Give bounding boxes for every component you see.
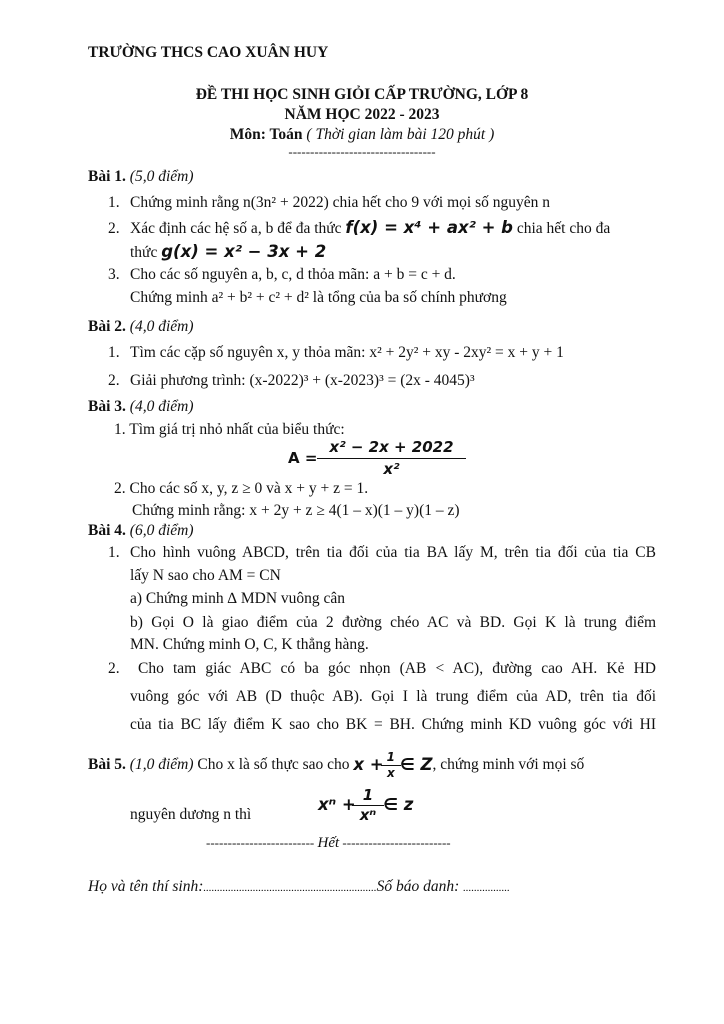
school-year: NĂM HỌC 2022 - 2023 xyxy=(284,106,440,123)
expression-inverse-denominator: x xyxy=(381,765,401,780)
bai1-q2-text-end: chia hết cho đa xyxy=(516,220,611,237)
bai2-q1-number: 1. xyxy=(108,344,120,361)
bai3-heading xyxy=(88,398,193,417)
bai3-points: (4,0 điểm) xyxy=(129,398,194,415)
bai4-q1-line1: Cho hình vuông ABCD, trên tia đối của tia BA lấy M, trên tia đối của tia CB xyxy=(130,544,656,561)
bai2-q2 xyxy=(108,372,475,391)
bai1-q2-cont xyxy=(130,242,326,263)
end-dashes-right: ------------------------- xyxy=(342,835,451,850)
bai1-title: Bài 1. xyxy=(88,168,126,185)
candidate-name-dots: ............................................................... xyxy=(203,882,377,894)
polynomial-f: f(x) = x⁴ + ax² + b xyxy=(345,218,513,237)
bai1-q1-text: Chứng minh rằng n(3n² + 2022) chia hết cho 9 với mọi số nguyên n xyxy=(130,194,551,211)
candidate-name-label: Họ và tên thí sinh: xyxy=(88,878,204,895)
expression-xn-term: xⁿ + xyxy=(318,795,356,815)
bai2-q1-text: Tìm các cặp số nguyên x, y thỏa mãn: x² + 2y² + xy - 2xy² = x + y + 1 xyxy=(130,344,564,361)
expression-x-plus-inverse xyxy=(353,750,432,781)
bai5-text: Cho x là số thực sao cho xyxy=(197,756,350,774)
bai4-q1-part-b-line1: b) Gọi O là giao điểm của 2 đường chéo AC và BD. Gọi K là trung điểm xyxy=(130,614,656,631)
bai2-heading xyxy=(88,318,193,337)
exam-title: ĐỀ THI HỌC SINH GIỎI CẤP TRƯỜNG, LỚP 8 xyxy=(195,86,529,103)
expression-a-numerator: x² − 2x + 2022 xyxy=(329,438,454,456)
expression-a-lhs: A = xyxy=(288,449,318,467)
bai1-q1 xyxy=(108,194,550,213)
expression-xn-plus-inverse xyxy=(318,786,413,824)
bai5-line2: nguyên dương n thì xyxy=(130,806,252,823)
bai1-heading xyxy=(88,168,193,187)
candidate-id-dots: ................. xyxy=(463,882,510,894)
subject-label: Môn: Toán xyxy=(229,126,303,143)
expression-xn-in-z: ∈ z xyxy=(383,795,414,815)
bai3-q1: 1. Tìm giá trị nhỏ nhất của biểu thức: xyxy=(114,421,345,438)
bai4-q1-line2: lấy N sao cho AM = CN xyxy=(130,567,281,584)
expression-a-fraction xyxy=(323,438,459,478)
bai1-q3-number: 3. xyxy=(108,266,120,283)
bai5-text-end: , chứng minh với mọi số xyxy=(432,756,585,774)
bai4-points: (6,0 điểm) xyxy=(129,522,194,539)
time-note: ( Thời gian làm bài 120 phút ) xyxy=(306,126,495,143)
header-divider: ---------------------------------- xyxy=(288,144,436,159)
bai4-q2-line1: Cho tam giác ABC có ba góc nhọn (AB < AC), đường cao AH. Kẻ HD xyxy=(138,660,656,677)
bai3-q2-prove: Chứng minh rằng: x + 2y + z ≥ 4(1 – x)(1 – y)(1 – z) xyxy=(132,502,460,519)
bai5-line1 xyxy=(88,750,584,781)
candidate-id-label: Số báo danh: xyxy=(376,878,460,895)
bai2-q1 xyxy=(108,344,564,363)
bai5-points: (1,0 điểm) xyxy=(129,756,194,774)
bai3-title: Bài 3. xyxy=(88,398,126,415)
expression-inverse-fraction xyxy=(384,750,398,781)
expression-a xyxy=(288,438,460,478)
bai2-title: Bài 2. xyxy=(88,318,126,335)
bai2-q2-number: 2. xyxy=(108,372,120,389)
end-dashes-left: ------------------------- xyxy=(206,835,315,850)
bai1-q2-word: thức xyxy=(130,244,158,261)
bai4-q1-part-a: a) Chứng minh ∆ MDN vuông cân xyxy=(130,590,346,607)
bai1-q3-prove: Chứng minh a² + b² + c² + d² là tổng của ba số chính phương xyxy=(130,289,507,306)
bai2-points: (4,0 điểm) xyxy=(129,318,194,335)
end-marker xyxy=(206,834,451,852)
bai3-q2: 2. Cho các số x, y, z ≥ 0 và x + y + z = 1. xyxy=(114,480,369,497)
bai4-q1-number: 1. xyxy=(108,544,120,561)
expression-in-z: ∈ Z xyxy=(400,755,433,775)
expression-xn-denominator: xⁿ xyxy=(352,805,385,824)
candidate-info-line xyxy=(88,878,510,897)
school-name: TRƯỜNG THCS CAO XUÂN HUY xyxy=(88,44,329,61)
bai4-q2-number: 2. xyxy=(108,660,120,677)
end-word: Hết xyxy=(317,835,340,851)
bai2-q2-text: Giải phương trình: (x-2022)³ + (x-2023)³ = (2x - 4045)³ xyxy=(130,372,475,389)
expression-x-term: x + xyxy=(353,755,384,775)
expression-xn-numerator: 1 xyxy=(362,786,374,804)
bai1-points: (5,0 điểm) xyxy=(129,168,194,185)
expression-a-denominator: x² xyxy=(317,458,465,478)
bai4-title: Bài 4. xyxy=(88,522,126,539)
bai5-title: Bài 5. xyxy=(88,756,126,774)
bai1-q2-number: 2. xyxy=(108,220,120,237)
bai4-q2-line3: của tia BC lấy điểm K sao cho BK = BH. Chứng minh KD vuông góc với HI xyxy=(130,716,656,733)
bai4-q2-line2: vuông góc với AB (D thuộc AB). Gọi I là trung điểm của AD, trên tia đối xyxy=(130,688,656,705)
bai4-heading xyxy=(88,522,193,541)
expression-inverse-numerator: 1 xyxy=(386,750,395,764)
polynomial-g: g(x) = x² − 3x + 2 xyxy=(161,242,327,261)
bai4-q1-part-b-line2: MN. Chứng minh O, C, K thẳng hàng. xyxy=(130,636,369,653)
expression-xn-fraction xyxy=(356,786,381,824)
subject-line xyxy=(0,126,724,145)
bai1-q3 xyxy=(108,266,456,285)
bai1-q1-number: 1. xyxy=(108,194,120,211)
bai1-q2 xyxy=(108,218,610,239)
bai1-q3-text: Cho các số nguyên a, b, c, d thỏa mãn: a + b = c + d. xyxy=(130,266,456,283)
bai1-q2-text: Xác định các hệ số a, b để đa thức xyxy=(130,220,342,237)
